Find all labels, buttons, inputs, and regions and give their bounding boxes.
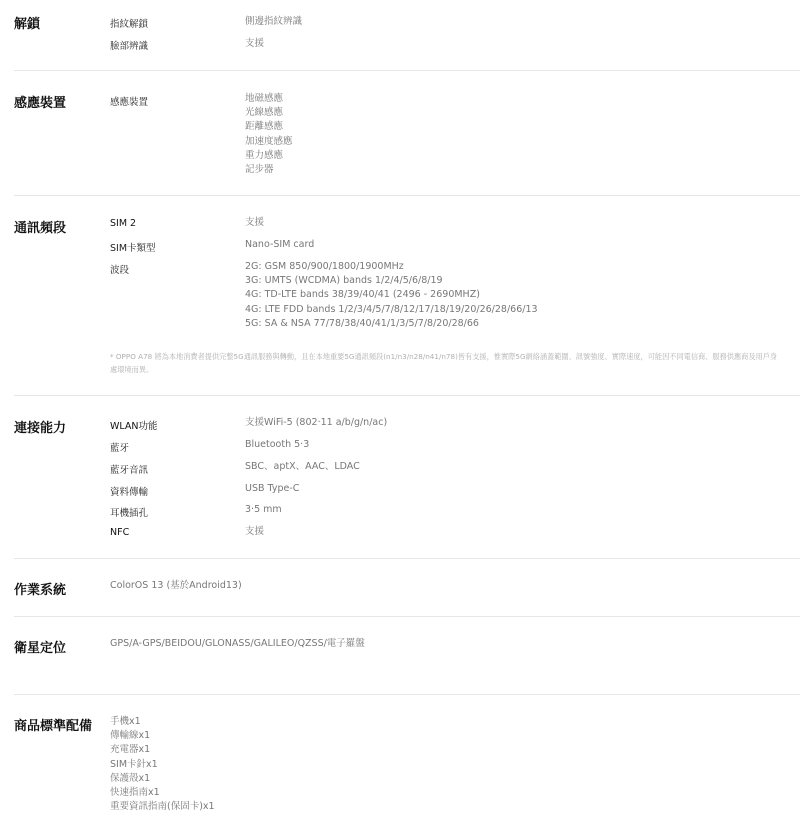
section-title-box-contents: 商品標準配備	[14, 719, 93, 734]
spec-value-sim2: 支援	[245, 217, 265, 228]
sensor-item: 重力感應	[245, 149, 284, 161]
spec-label-bluetooth: 藍牙	[110, 443, 130, 454]
band-item: 4G: TD-LTE bands 38/39/40/41 (2496 - 2690MHZ)	[245, 289, 480, 301]
spec-value-fingerprint: 側邊指紋辨識	[245, 16, 303, 27]
section-title-unlock: 解鎖	[14, 17, 41, 32]
box-contents-list	[110, 715, 215, 814]
band-item: 4G: LTE FDD bands 1/2/3/4/5/7/8/12/17/18/19/20/26/28/66/13	[245, 303, 538, 315]
spec-value-simtype: Nano-SIM card	[245, 239, 315, 250]
os-section	[0, 559, 800, 616]
spec-value-bluetooth: Bluetooth 5·3	[245, 439, 310, 450]
sensor-item: 加速度感應	[245, 135, 293, 147]
spec-value-bands	[245, 260, 538, 331]
spec-value-bt-audio: SBC、aptX、AAC、LDAC	[245, 461, 360, 472]
box-contents-section	[0, 695, 800, 826]
sensor-item: 距離感應	[245, 121, 284, 133]
spec-label-face: 臉部辨識	[110, 41, 149, 52]
band-item: 3G: UMTS (WCDMA) bands 1/2/4/5/6/8/19	[245, 275, 443, 287]
network-section	[0, 196, 800, 395]
spec-label-wlan: WLAN功能	[110, 421, 158, 432]
sensor-item: 記步器	[245, 164, 274, 176]
spec-label-nfc: NFC	[110, 527, 130, 538]
section-title-positioning: 衛星定位	[14, 641, 67, 656]
spec-value-sensors	[245, 92, 293, 177]
unlock-section	[0, 0, 800, 70]
network-footnote: * OPPO A78 將為本地消費者提供完整5G通訊服務與轉動，且在本地重要5G通訊頻段(n1/n3/n28/n41/n78)皆有支援，惟實際5G網絡涵蓋範圍、訊號強度、實際速度，可能因不同電信商、服務供應商及用戶身處環境而異。	[110, 352, 778, 374]
spec-label-sim2: SIM 2	[110, 218, 137, 229]
box-item: 傳輸線x1	[110, 730, 151, 742]
spec-label-sensors: 感應裝置	[110, 97, 149, 108]
box-item: 手機x1	[110, 716, 141, 727]
section-title-connectivity: 連接能力	[14, 421, 67, 436]
sensor-item: 光線感應	[245, 107, 284, 119]
spec-label-data-transfer: 資料傳輸	[110, 487, 149, 498]
box-item: 重要資訊指南(保固卡)x1	[110, 801, 215, 813]
spec-value-wlan: 支援WiFi-5 (802·11 a/b/g/n/ac)	[245, 417, 388, 428]
box-item: 快速指南x1	[110, 787, 160, 799]
spec-label-headphone-jack: 耳機插孔	[110, 508, 149, 519]
section-title-sensors: 感應裝置	[14, 96, 67, 111]
spec-value-nfc: 支援	[245, 526, 265, 537]
connectivity-section	[0, 396, 800, 558]
box-item: 保護殼x1	[110, 772, 151, 784]
spec-label-bands: 波段	[110, 265, 130, 276]
spec-value-positioning: GPS/A-GPS/BEIDOU/GLONASS/GALILEO/QZSS/電子羅盤	[110, 638, 365, 649]
section-title-os: 作業系統	[14, 583, 67, 598]
spec-value-face: 支援	[245, 38, 265, 49]
box-item: 充電器x1	[110, 744, 151, 756]
spec-label-bt-audio: 藍牙音訊	[110, 465, 149, 476]
spec-label-simtype: SIM卡類型	[110, 243, 156, 254]
sensor-item: 地磁感應	[245, 93, 284, 104]
band-item: 5G: SA & NSA 77/78/38/40/41/1/3/5/7/8/20/28/66	[245, 317, 479, 329]
section-title-network: 通訊頻段	[14, 221, 67, 236]
positioning-section	[0, 617, 800, 694]
box-item: SIM卡針x1	[110, 758, 158, 770]
spec-value-headphone-jack: 3·5 mm	[245, 504, 282, 515]
sensors-section	[0, 71, 800, 195]
spec-value-os: ColorOS 13 (基於Android13)	[110, 580, 242, 591]
spec-label-fingerprint: 指紋解鎖	[110, 19, 149, 30]
spec-value-data-transfer: USB Type-C	[245, 483, 300, 494]
band-item: 2G: GSM 850/900/1800/1900MHz	[245, 261, 404, 272]
